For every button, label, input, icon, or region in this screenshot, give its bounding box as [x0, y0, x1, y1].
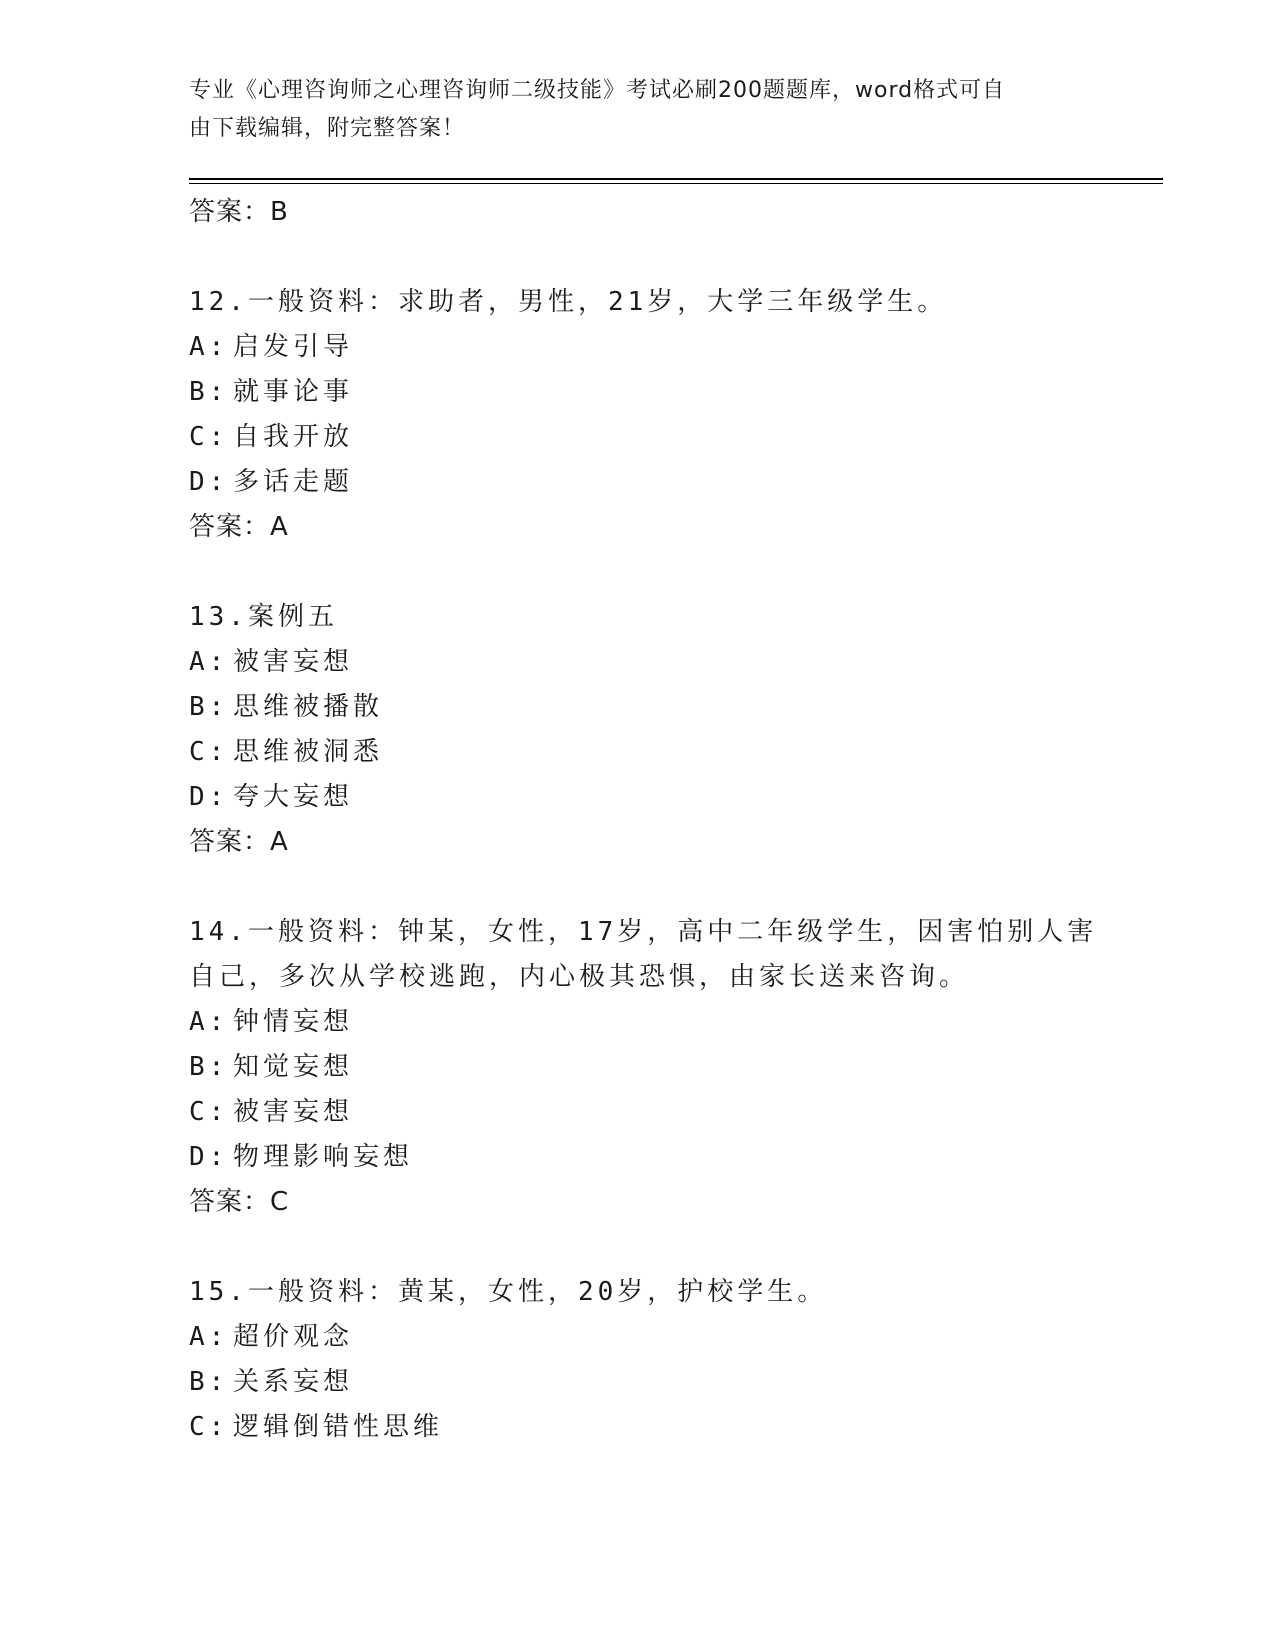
- option-key: B:: [189, 692, 229, 722]
- question-stem: 12.一般资料：求助者，男性，21岁，大学三年级学生。: [189, 287, 948, 317]
- option-key: B:: [189, 1367, 229, 1397]
- option-a: [189, 1315, 1109, 1360]
- option-key: D:: [189, 782, 229, 812]
- option-d: [189, 775, 1109, 820]
- option-key: A:: [189, 1322, 229, 1352]
- option-b: [189, 370, 1109, 415]
- option-text: 思维被播散: [233, 692, 384, 722]
- option-c: [189, 1405, 1109, 1450]
- option-text: 超价观念: [233, 1322, 354, 1352]
- option-text: 就事论事: [233, 377, 354, 407]
- option-text: 多话走题: [233, 467, 354, 497]
- option-b: [189, 685, 1109, 730]
- header-divider-thick: [189, 178, 1163, 180]
- option-key: B:: [189, 377, 229, 407]
- answer-line: 答案：A: [189, 512, 289, 542]
- option-d: [189, 460, 1109, 505]
- option-text: 知觉妄想: [233, 1052, 354, 1082]
- option-a: [189, 325, 1109, 370]
- option-d: [189, 1135, 1109, 1180]
- option-key: D:: [189, 1142, 229, 1172]
- header-line-1: 专业《心理咨询师之心理咨询师二级技能》考试必刷200题题库，word格式可自: [189, 78, 1006, 103]
- option-key: C:: [189, 1097, 229, 1127]
- question-stem: 13.案例五: [189, 602, 338, 632]
- option-c: [189, 415, 1109, 460]
- question-item: [189, 1270, 1109, 1450]
- option-text: 物理影响妄想: [233, 1142, 414, 1172]
- option-key: C:: [189, 737, 229, 767]
- question-stem: 14.一般资料：钟某，女性，17岁，高中二年级学生，因害怕别人害自己，多次从学校逃跑，内心极其恐惧，由家长送来咨询。: [189, 917, 1098, 992]
- option-text: 钟情妄想: [233, 1007, 354, 1037]
- option-c: [189, 730, 1109, 775]
- option-key: A:: [189, 647, 229, 677]
- answer-line: 答案：B: [189, 197, 289, 227]
- option-key: A:: [189, 332, 229, 362]
- question-item: [189, 595, 1109, 864]
- option-text: 被害妄想: [233, 1097, 354, 1127]
- answer-line: 答案：A: [189, 827, 289, 857]
- question-stem: 15.一般资料：黄某，女性，20岁，护校学生。: [189, 1277, 828, 1307]
- option-key: D:: [189, 467, 229, 497]
- document-header: [189, 72, 1089, 148]
- option-key: C:: [189, 1412, 229, 1442]
- header-divider-thin: [189, 183, 1163, 184]
- question-item: [189, 280, 1109, 549]
- question-list: [189, 190, 1109, 1450]
- header-line-2: 由下载编辑，附完整答案！: [189, 116, 466, 141]
- option-text: 夸大妄想: [233, 782, 354, 812]
- answer-line: 答案：C: [189, 1187, 290, 1217]
- option-a: [189, 1000, 1109, 1045]
- option-text: 启发引导: [233, 332, 354, 362]
- option-key: B:: [189, 1052, 229, 1082]
- option-text: 逻辑倒错性思维: [233, 1412, 444, 1442]
- option-b: [189, 1045, 1109, 1090]
- option-text: 思维被洞悉: [233, 737, 384, 767]
- option-text: 关系妄想: [233, 1367, 354, 1397]
- option-c: [189, 1090, 1109, 1135]
- option-text: 被害妄想: [233, 647, 354, 677]
- option-b: [189, 1360, 1109, 1405]
- question-item: [189, 910, 1109, 1224]
- option-key: C:: [189, 422, 229, 452]
- option-text: 自我开放: [233, 422, 354, 452]
- option-a: [189, 640, 1109, 685]
- option-key: A:: [189, 1007, 229, 1037]
